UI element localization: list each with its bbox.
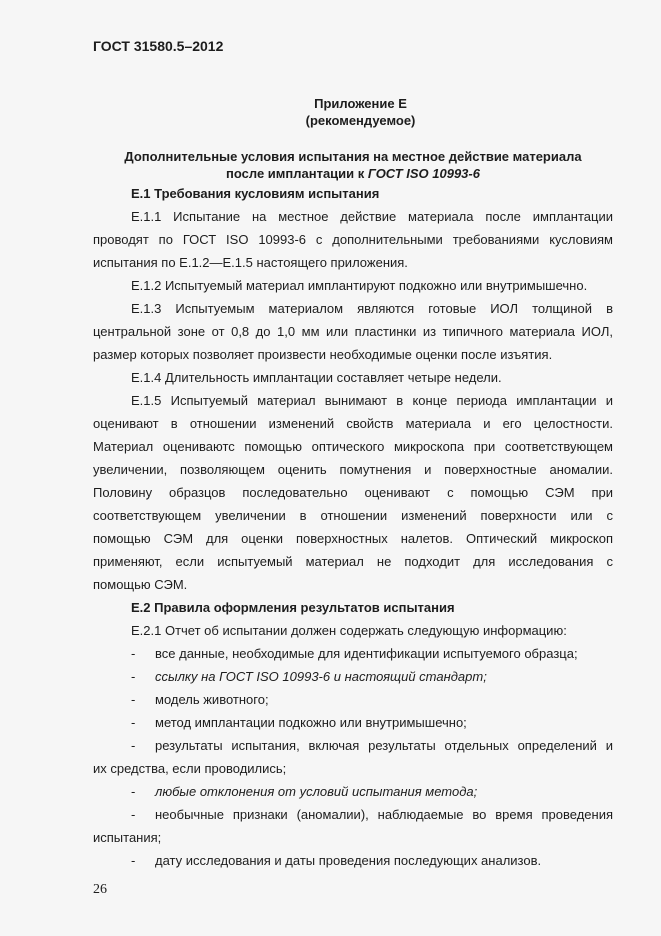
list-dash: - bbox=[131, 669, 136, 684]
appendix-type: (рекомендуемое) bbox=[305, 113, 416, 128]
list-item-deviations: любые отклонения от условий испытания метода; bbox=[155, 784, 478, 799]
list-item-results-cont: их средства, если проводились; bbox=[93, 761, 287, 776]
list-dash: - bbox=[131, 784, 136, 799]
section-title-line1: Дополнительные условия испытания на местное действие материала bbox=[124, 149, 582, 164]
e1-1-line2: проводят по ГОСТ ISO 10993-6 с дополнительными требованиями кусловиям bbox=[93, 232, 613, 247]
list-item-reference: ссылку на ГОСТ ISO 10993-6 и настоящий стандарт; bbox=[155, 669, 487, 684]
list-dash: - bbox=[131, 807, 136, 822]
e1-5-line6: соответствующем увеличении в отношении изменений поверхности или с bbox=[93, 508, 613, 523]
list-dash: - bbox=[131, 853, 136, 868]
list-item-animal-model: модель животного; bbox=[155, 692, 269, 707]
list-item-method: метод имплантации подкожно или внутримышечно; bbox=[155, 715, 467, 730]
section-title-line2: после имплантации к ГОСТ ISO 10993-6 bbox=[226, 166, 480, 181]
gost-reference: ГОСТ ISO 10993-6 bbox=[367, 166, 480, 181]
e1-3-line2: центральной зоне от 0,8 до 1,0 мм или пластинки из типичного материала ИОЛ, bbox=[93, 324, 613, 339]
list-item-identification: все данные, необходимые для идентификации испытуемого образца; bbox=[155, 646, 578, 661]
e2-heading: Е.2 Правила оформления результатов испытания bbox=[131, 600, 455, 615]
e1-5-line9: помощью СЭМ. bbox=[93, 577, 188, 592]
page-number: 26 bbox=[93, 882, 107, 897]
e1-5-line4: увеличении, позволяющем оценить помутнения и поверхностные аномалии. bbox=[93, 462, 613, 477]
appendix-title: Приложение Е bbox=[314, 96, 407, 111]
e1-5-line2: оценивают в отношении изменений свойств материала и его целостности. bbox=[93, 416, 613, 431]
e1-5-line8: применяют, если испытуемый материал не подходит для исследования с bbox=[93, 554, 613, 569]
e1-5-line1: Е.1.5 Испытуемый материал вынимают в конце периода имплантации и bbox=[131, 393, 613, 408]
list-dash: - bbox=[131, 646, 136, 661]
e1-5-line7: помощью СЭМ для оценки поверхностных налетов. Оптический микроскоп bbox=[93, 531, 613, 546]
list-dash: - bbox=[131, 738, 136, 753]
e1-5-line5: Половину образцов последовательно оценивают с помощью СЭМ при bbox=[93, 485, 613, 500]
e1-4-text: Е.1.4 Длительность имплантации составляет четыре недели. bbox=[131, 370, 502, 385]
e1-2-text: Е.1.2 Испытуемый материал имплантируют подкожно или внутримышечно. bbox=[131, 278, 588, 293]
e2-1-intro: Е.2.1 Отчет об испытании должен содержать следующую информацию: bbox=[131, 623, 567, 638]
standard-header: ГОСТ 31580.5–2012 bbox=[93, 38, 224, 54]
e1-heading: Е.1 Требования кусловиям испытания bbox=[131, 186, 380, 201]
list-item-dates: дату исследования и даты проведения последующих анализов. bbox=[155, 853, 542, 868]
e1-1-line3: испытания по Е.1.2—Е.1.5 настоящего приложения. bbox=[93, 255, 408, 270]
list-item-results: результаты испытания, включая результаты отдельных определений и bbox=[155, 738, 613, 753]
list-dash: - bbox=[131, 715, 136, 730]
e1-5-line3: Материал оцениваютс помощью оптического микроскопа при соответствующем bbox=[93, 439, 613, 454]
list-item-anomalies-cont: испытания; bbox=[93, 830, 162, 845]
e1-3-line3: размер которых позволяет произвести необходимые оценки после изъятия. bbox=[93, 347, 553, 362]
e1-3-line1: Е.1.3 Испытуемым материалом являются готовые ИОЛ толщиной в bbox=[131, 301, 613, 316]
list-dash: - bbox=[131, 692, 136, 707]
list-item-anomalies: необычные признаки (аномалии), наблюдаемые во время проведения bbox=[155, 807, 613, 822]
e1-1-line1: Е.1.1 Испытание на местное действие материала после имплантации bbox=[131, 209, 613, 224]
